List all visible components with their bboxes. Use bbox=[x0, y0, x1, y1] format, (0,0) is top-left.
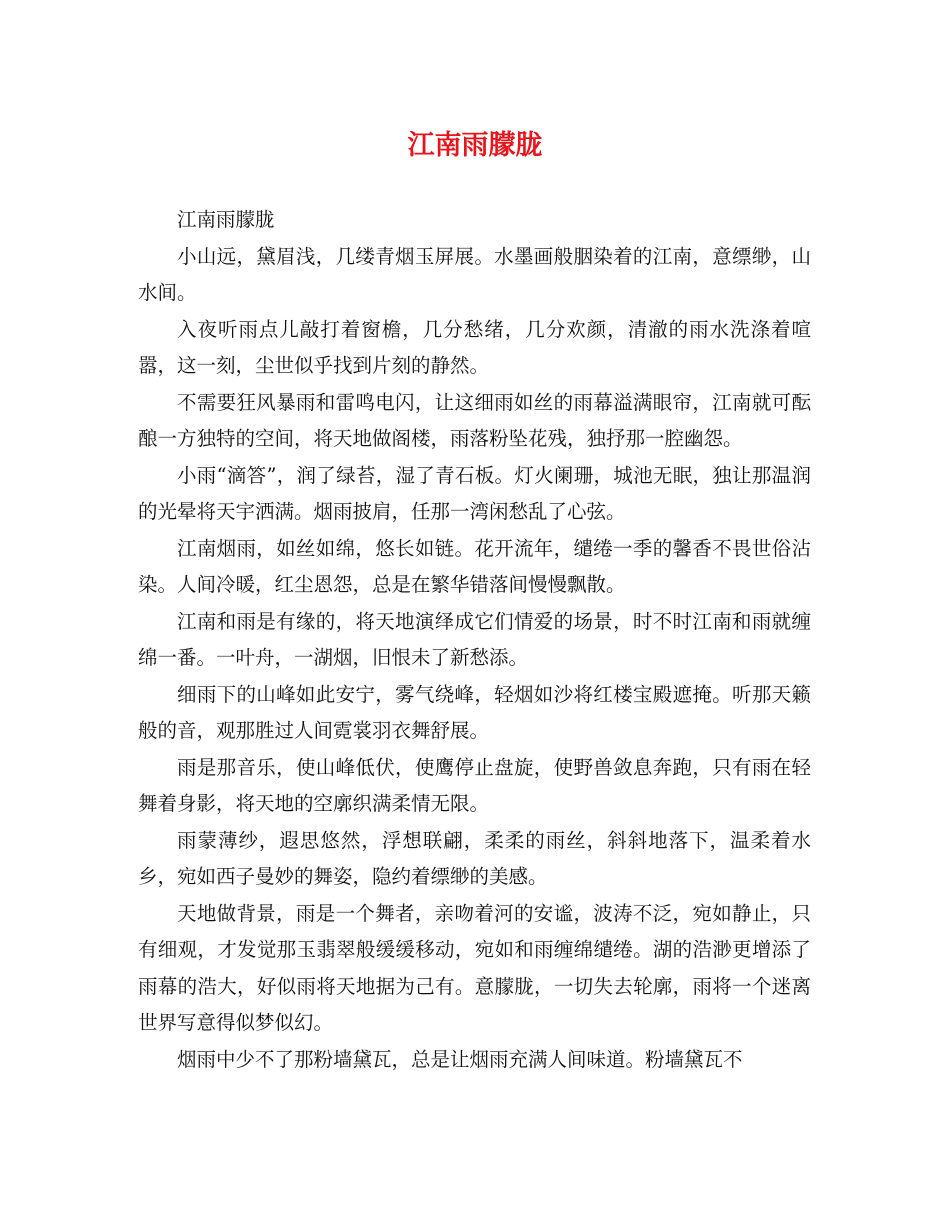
document-body bbox=[138, 202, 811, 1078]
document-title: 江南雨朦胧 bbox=[407, 130, 543, 161]
paragraph: 雨是那音乐，使山峰低伏，使鹰停止盘旋，使野兽敛息奔跑，只有雨在轻舞着身影，将天地的空廓织满柔情无限。 bbox=[138, 755, 811, 815]
paragraph: 细雨下的山峰如此安宁，雾气绕峰，轻烟如沙将红楼宝殿遮掩。听那天籁般的音，观那胜过人间霓裳羽衣舞舒展。 bbox=[138, 682, 811, 742]
paragraph: 天地做背景，雨是一个舞者，亲吻着河的安谧，波涛不泛，宛如静止，只有细观，才发觉那玉翡翠般缓缓移动，宛如和雨缠绵缱绻。湖的浩渺更增添了雨幕的浩大，好似雨将天地据为己有。意朦胧，一切失去轮廓，雨将一个迷离世界写意得似梦似幻。 bbox=[138, 901, 811, 1034]
paragraph: 小山远，黛眉浅，几缕青烟玉屏展。水墨画般胭染着的江南，意缥缈，山水间。 bbox=[138, 244, 811, 304]
paragraph: 江南烟雨，如丝如绵，悠长如链。花开流年，缱绻一季的馨香不畏世俗沾染。人间冷暖，红尘恩怨，总是在繁华错落间慢慢飘散。 bbox=[138, 536, 811, 596]
paragraph: 不需要狂风暴雨和雷鸣电闪，让这细雨如丝的雨幕溢满眼帘，江南就可酝酿一方独特的空间，将天地做阁楼，雨落粉坠花残，独抒那一腔幽怨。 bbox=[138, 390, 811, 450]
paragraph: 江南和雨是有缘的，将天地演绎成它们情爱的场景，时不时江南和雨就缠绵一番。一叶舟，一湖烟，旧恨未了新愁添。 bbox=[138, 609, 811, 669]
paragraph: 入夜听雨点儿敲打着窗檐，几分愁绪，几分欢颜，清澈的雨水洗涤着喧嚣，这一刻，尘世似乎找到片刻的静然。 bbox=[138, 317, 811, 377]
paragraph: 雨蒙薄纱，遐思悠然，浮想联翩，柔柔的雨丝，斜斜地落下，温柔着水乡，宛如西子曼妙的舞姿，隐约着缥缈的美感。 bbox=[138, 828, 811, 888]
paragraph: 烟雨中少不了那粉墙黛瓦，总是让烟雨充满人间味道。粉墙黛瓦不 bbox=[177, 1047, 743, 1071]
paragraph: 小雨“滴答”，润了绿苔，湿了青石板。灯火阑珊，城池无眠，独让那温润的光晕将天宇洒满。烟雨披肩，任那一湾闲愁乱了心弦。 bbox=[138, 463, 811, 523]
paragraph: 江南雨朦胧 bbox=[177, 208, 275, 231]
